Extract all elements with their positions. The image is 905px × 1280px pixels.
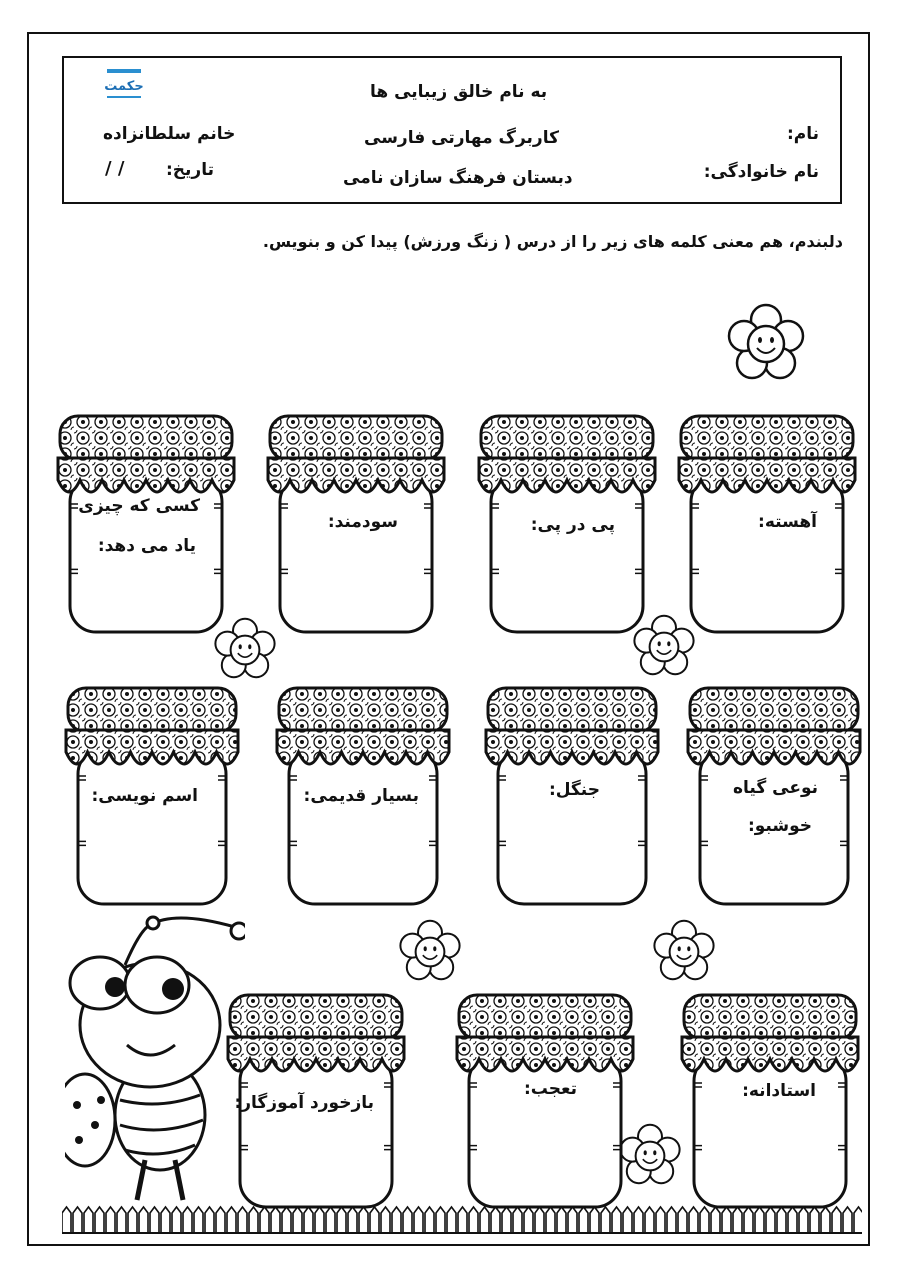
bismillah: به نام خالق زیبایی ها — [370, 82, 548, 102]
fence-picket — [106, 1207, 115, 1233]
teacher-name: خانم سلطانزاده — [103, 124, 236, 144]
jar-body — [289, 748, 437, 904]
fence-picket — [414, 1207, 423, 1233]
svg-text:حکمت: حکمت — [104, 79, 144, 94]
jar-body — [498, 748, 646, 904]
fence-picket — [667, 1207, 676, 1233]
jar-slow — [677, 414, 857, 636]
jar-label: بسیار قدیمی: — [303, 786, 419, 806]
jar-lid — [270, 416, 442, 460]
jar-label: بازخورد آموزگار: — [234, 1093, 374, 1113]
jar-fragrant-plant — [686, 686, 862, 908]
jar-useful — [266, 414, 446, 636]
jar-label: کسی که چیزی — [78, 496, 200, 516]
family-label: نام خانوادگی: — [703, 162, 819, 182]
jar-label: نوعی گیاه — [732, 778, 818, 798]
fence-picket — [194, 1207, 203, 1233]
jar-body — [280, 476, 432, 632]
jar-surprise — [455, 993, 635, 1211]
flower-icon — [632, 906, 742, 1001]
instruction: دلبندم، هم معنی کلمه های زیر را از درس ( زنگ ورزش) پیدا کن و بنویس. — [262, 232, 843, 251]
worksheet-title: کاربرگ مهارتی فارسی — [364, 128, 559, 148]
jar-lid — [68, 688, 236, 732]
fence-picket — [205, 1207, 214, 1233]
bee-icon — [65, 905, 245, 1210]
jar-lid — [481, 416, 653, 460]
fence-picket — [645, 1207, 654, 1233]
fence-picket — [634, 1207, 643, 1233]
jar-lid — [279, 688, 447, 732]
date-slashes: / / — [105, 158, 125, 179]
fence-picket — [139, 1207, 148, 1233]
fence-picket — [117, 1207, 126, 1233]
fence-picket — [183, 1207, 192, 1233]
jar-body — [78, 748, 226, 904]
jar-lid — [690, 688, 858, 732]
jar-label: تعجب: — [523, 1079, 577, 1099]
fence-picket — [425, 1207, 434, 1233]
fence-picket — [95, 1207, 104, 1233]
name-label: نام: — [786, 124, 819, 144]
fence-picket — [128, 1207, 137, 1233]
jar-lid — [488, 688, 656, 732]
jar-teacher-def — [56, 414, 236, 636]
jar-teacher-feedback — [226, 993, 406, 1211]
fence-picket — [172, 1207, 181, 1233]
jar-registration — [64, 686, 240, 908]
jar-label: یاد می دهد: — [97, 536, 196, 556]
jar-lid — [681, 416, 853, 460]
jar-forest — [484, 686, 660, 908]
fence-picket — [150, 1207, 159, 1233]
fence-picket — [436, 1207, 445, 1233]
school-name: دبستان فرهنگ سازان نامی — [343, 168, 573, 188]
school-logo-icon — [104, 66, 144, 104]
jar-consecutive — [477, 414, 657, 636]
fence-picket — [216, 1207, 225, 1233]
jar-label: پی در پی: — [530, 515, 615, 535]
fence-picket — [73, 1207, 82, 1233]
jar-label: جنگل: — [548, 780, 600, 800]
jar-body — [491, 476, 643, 632]
fence-picket — [84, 1207, 93, 1233]
jar-body — [240, 1055, 392, 1207]
jar-label: آهسته: — [758, 512, 817, 532]
flower-icon — [690, 290, 840, 420]
jar-lid — [60, 416, 232, 460]
jar-lid — [230, 995, 402, 1039]
jar-label: اسم نویسی: — [91, 786, 198, 806]
jar-very-old — [275, 686, 451, 908]
jar-label: استادانه: — [742, 1081, 816, 1101]
jar-label: سودمند: — [327, 512, 398, 532]
jar-body — [691, 476, 843, 632]
jar-masterful — [680, 993, 860, 1211]
flower-icon — [378, 906, 488, 1001]
jar-lid — [684, 995, 856, 1039]
date-label: تاریخ: — [166, 160, 214, 180]
jar-lid — [459, 995, 631, 1039]
fence-picket — [161, 1207, 170, 1233]
jar-label: خوشبو: — [747, 816, 812, 836]
fence-picket — [62, 1207, 71, 1233]
fence-picket — [656, 1207, 665, 1233]
